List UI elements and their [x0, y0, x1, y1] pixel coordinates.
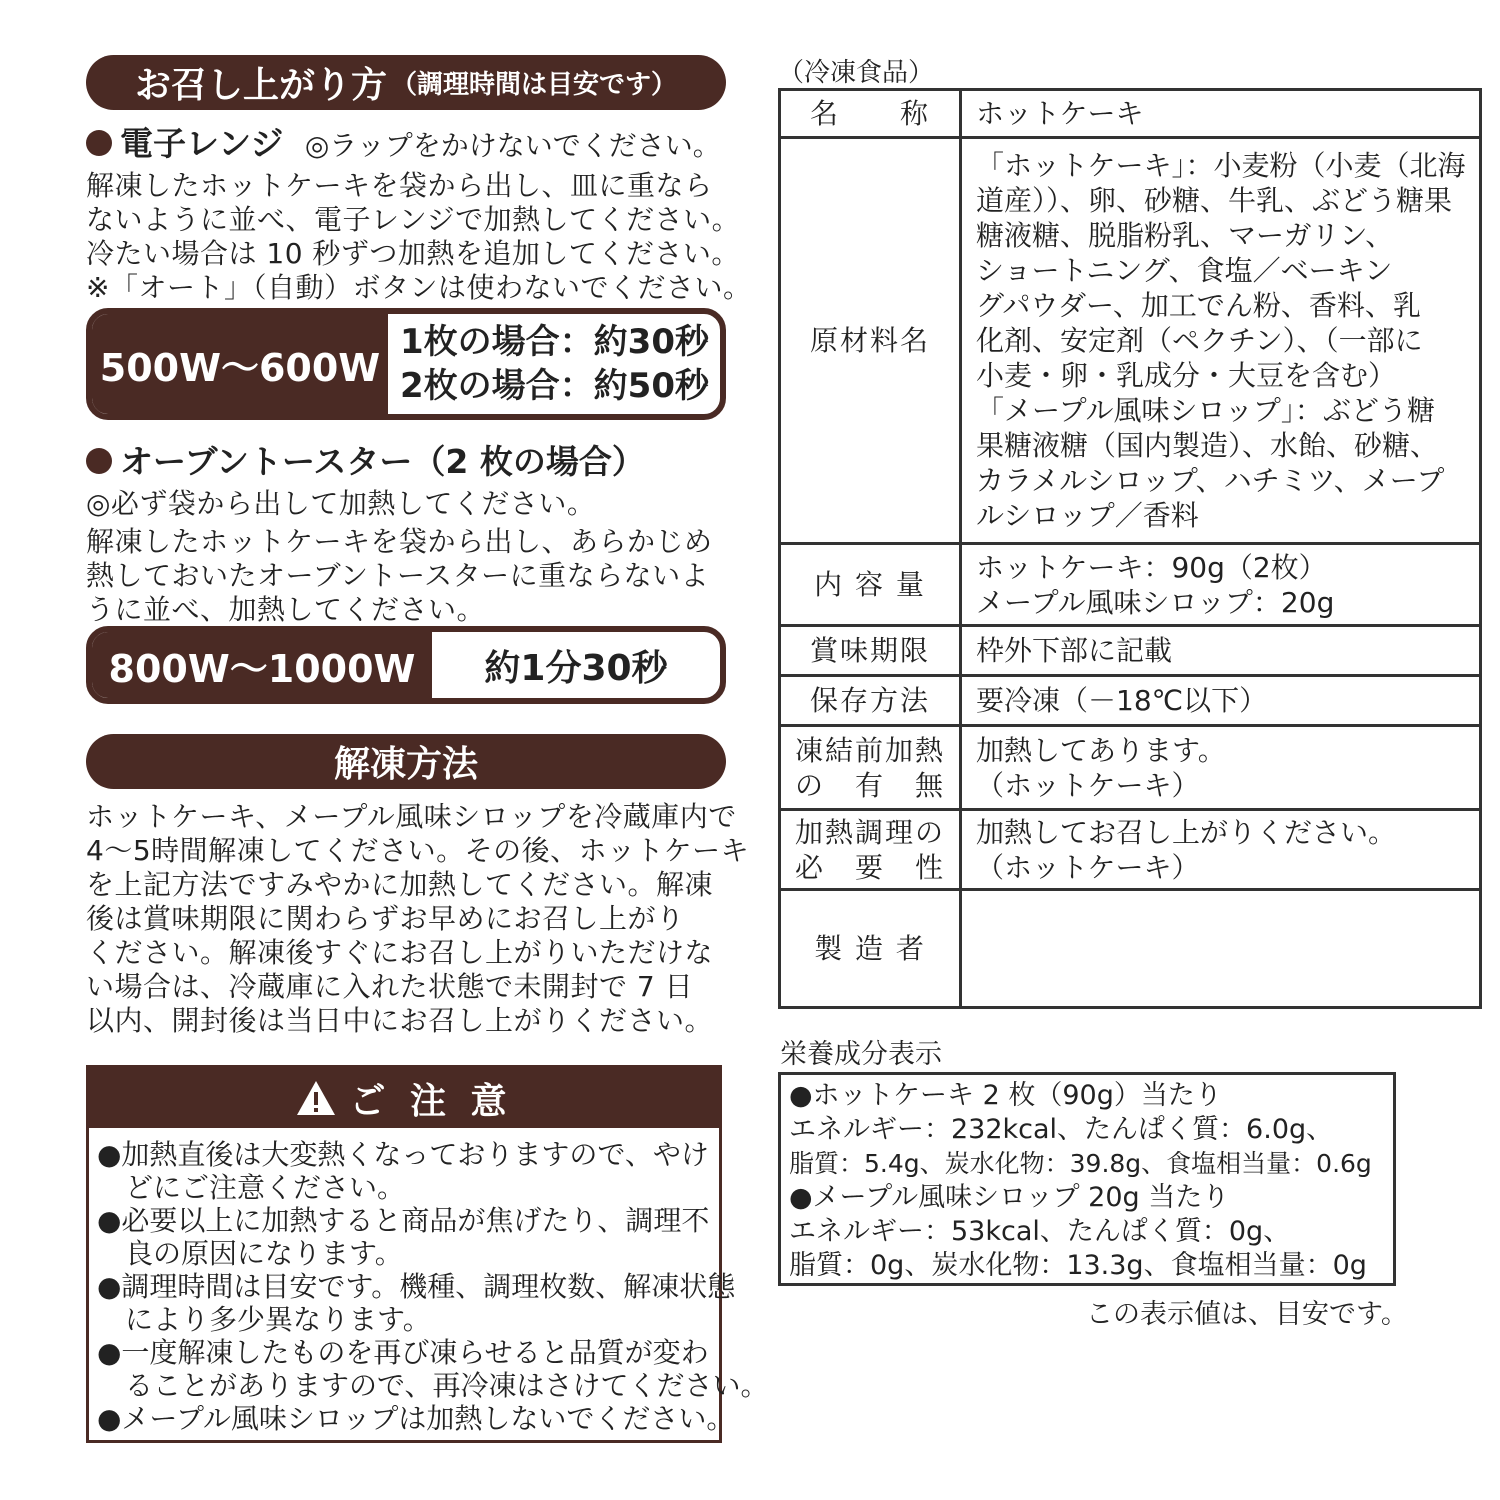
label-row-storage: [780, 676, 1481, 726]
thaw-line: 以内、開封後は当日中にお召し上がりください。: [86, 1004, 714, 1037]
label-value: [961, 626, 1481, 676]
label-value: [961, 138, 1481, 544]
caution-title: ご 注 意: [349, 1080, 513, 1122]
nutrition-line: 脂質：5.4g、炭水化物：39.8g、食塩相当量：0.6g: [789, 1149, 1372, 1178]
microwave-time-1: 1枚の場合：約30秒: [400, 322, 709, 362]
nutrition-footnote: この表示値は、目安です。: [1086, 1299, 1408, 1330]
label-row-ingredients: [780, 138, 1481, 544]
label-key: 賞味期限: [780, 626, 961, 676]
label-key: 内 容 量: [780, 544, 961, 626]
toaster-heading-row: [86, 436, 746, 483]
caution-item: ●調理時間は目安です。機種、調理枚数、解凍状態: [97, 1270, 736, 1303]
label-value-line: メープル風味シロップ：20g: [976, 585, 1335, 619]
label-value-line: 果糖液糖（国内製造）、水飴、砂糖、: [976, 429, 1439, 462]
label-value-line: （ホットケーキ）: [976, 768, 1200, 802]
label-value-line: （ホットケーキ）: [976, 850, 1200, 884]
toaster-line: 解凍したホットケーキを袋から出し、あらかじめ: [86, 525, 713, 558]
caution-item: ●メープル風味シロップは加熱しないでください。: [97, 1402, 735, 1435]
caution-item: ●必要以上に加熱すると商品が焦げたり、調理不: [97, 1204, 710, 1237]
nutrition-line: ●メープル風味シロップ 20g 当たり: [789, 1182, 1230, 1213]
label-value: [961, 726, 1481, 810]
toaster-section: [86, 436, 746, 627]
label-key-line: の 有 無: [795, 768, 946, 802]
thaw-title: 解凍方法: [333, 744, 478, 785]
label-value-line: 枠外下部に記載: [976, 634, 1173, 667]
thaw-line: い場合は、冷蔵庫に入れた状態で未開封で 7 日: [86, 970, 694, 1003]
thaw-line: ください。解凍後すぐにお召し上がりいただけな: [86, 936, 714, 969]
toaster-time: 約1分30秒: [484, 647, 668, 689]
caution-header: [89, 1068, 719, 1128]
toaster-heading: オーブントースター（2 枚の場合）: [120, 442, 645, 481]
nutrition-line: 脂質：0g、炭水化物：13.3g、食塩相当量：0g: [789, 1250, 1367, 1281]
caution-item: ●加熱直後は大変熱くなっておりますので、やけ: [97, 1138, 709, 1171]
microwave-line: 解凍したホットケーキを袋から出し、皿に重なら: [86, 169, 713, 202]
label-row-name: [780, 90, 1481, 138]
warning-icon: [295, 1079, 337, 1117]
label-value-line: ショートニング、食塩／ベーキン: [976, 254, 1393, 287]
label-value-line: カラメルシロップ、ハチミツ、メープ: [976, 464, 1445, 497]
label-key: [780, 810, 961, 890]
label-value-line: 「メープル風味シロップ」：ぶどう糖: [976, 394, 1435, 427]
label-value-line: 道産））、卵、砂糖、牛乳、ぶどう糖果: [976, 184, 1453, 217]
thaw-text: [86, 800, 750, 1038]
label-row-best-before: [780, 626, 1481, 676]
label-row-contents: [780, 544, 1481, 626]
label-value: [961, 90, 1481, 138]
label-value-line: 要冷凍（－18℃以下）: [976, 684, 1268, 717]
label-key: 保存方法: [780, 676, 961, 726]
nutrition-title: 栄養成分表示: [780, 1039, 942, 1070]
microwave-line: 冷たい場合は 10 秒ずつ加熱を追加してください。: [86, 237, 740, 270]
caution-item: により多少異なります。: [97, 1303, 431, 1336]
label-row-manufacturer: [780, 890, 1481, 1008]
label-value-line: 加熱してお召し上がりください。: [976, 815, 1397, 849]
label-key-line: 加熱調理の: [795, 815, 946, 849]
caution-item: ることがありますので、再冷凍はさけてください。: [97, 1369, 769, 1402]
label-value-line: ルシロップ／香料: [976, 499, 1199, 532]
label-value-line: 加熱してあります。: [976, 733, 1226, 767]
thaw-line: ホットケーキ、メープル風味シロップを冷蔵庫内で: [86, 800, 737, 833]
toaster-line: 熱しておいたオーブントースターに重ならないよ: [86, 559, 710, 592]
thaw-line: 後は賞味期限に関わらずお早めにお召し上がり: [86, 902, 685, 935]
product-label-table: [778, 88, 1482, 1009]
label-value-line: ホットケーキ: [976, 97, 1144, 130]
microwave-watt: 500W～600W: [92, 314, 388, 414]
nutrition-line: エネルギー：53kcal、たんぱく質：0g、: [789, 1216, 1291, 1247]
microwave-note: ◎ラップをかけないでください。: [304, 129, 721, 162]
toaster-time-box: [86, 626, 726, 704]
thaw-header: [86, 734, 726, 789]
bullet-dot-icon: [86, 448, 112, 474]
microwave-time-2: 2枚の場合：約50秒: [400, 366, 709, 406]
label-value-line: ホットケーキ：90g（2枚）: [976, 550, 1327, 584]
how-to-eat-title-note: （調理時間は目安です）: [391, 70, 678, 100]
label-key: [780, 726, 961, 810]
caution-box: [86, 1065, 769, 1443]
microwave-heading: 電子レンジ: [120, 124, 284, 163]
label-value: [961, 676, 1481, 726]
nutrition-line: ●ホットケーキ 2 枚（90g）当たり: [789, 1080, 1222, 1111]
caution-item: どにご注意ください。: [97, 1171, 406, 1204]
how-to-eat-title: お召し上がり方: [134, 65, 387, 106]
thaw-line: を上記方法ですみやかに加熱してください。解凍: [86, 868, 714, 901]
label-key-line: 凍結前加熱: [795, 733, 946, 767]
microwave-times: [388, 314, 720, 414]
microwave-line: ないように並べ、電子レンジで加熱してください。: [86, 203, 741, 236]
label-value-line: 化剤、安定剤（ペクチン）、（一部に: [976, 324, 1423, 357]
thaw-line: 4～5時間解凍してください。その後、ホットケーキ: [86, 834, 750, 867]
label-key: 製 造 者: [780, 890, 961, 1008]
caution-item: 良の原因になります。: [97, 1237, 403, 1270]
microwave-section: [86, 118, 752, 305]
caution-item: ●一度解凍したものを再び凍らせると品質が変わ: [97, 1336, 709, 1369]
label-value-line: グパウダー、加工でん粉、香料、乳: [976, 289, 1421, 322]
food-category: （冷凍食品）: [778, 58, 935, 88]
label-row-cooking-needed: [780, 810, 1481, 890]
label-value-line: 「ホットケーキ」：小麦粉（小麦（北海: [976, 149, 1466, 182]
toaster-line: うに並べ、加熱してください。: [86, 593, 486, 626]
label-key: 名 称: [780, 90, 961, 138]
microwave-heading-row: [86, 118, 746, 165]
label-value-line: 糖液糖、脱脂粉乳、マーガリン、: [976, 219, 1394, 252]
label-value-line: 小麦・卵・乳成分・大豆を含む）: [976, 359, 1397, 392]
label-key-line: 必 要 性: [795, 850, 946, 884]
label-value: [961, 810, 1481, 890]
label-value: [961, 890, 1481, 1008]
how-to-eat-header: [86, 55, 726, 110]
toaster-note: ◎必ず袋から出して加熱してください。: [86, 487, 596, 520]
nutrition-box: [778, 1072, 1396, 1286]
microwave-line: ※「オート」（自動）ボタンは使わないでください。: [86, 271, 752, 304]
caution-list: [89, 1128, 769, 1435]
microwave-time-box: [86, 308, 726, 420]
toaster-watt: 800W～1000W: [92, 632, 432, 698]
label-row-preheated: [780, 726, 1481, 810]
nutrition-line: エネルギー：232kcal、たんぱく質：6.0g、: [789, 1114, 1334, 1145]
bullet-dot-icon: [86, 130, 112, 156]
label-value: [961, 544, 1481, 626]
label-key: 原材料名: [780, 138, 961, 544]
